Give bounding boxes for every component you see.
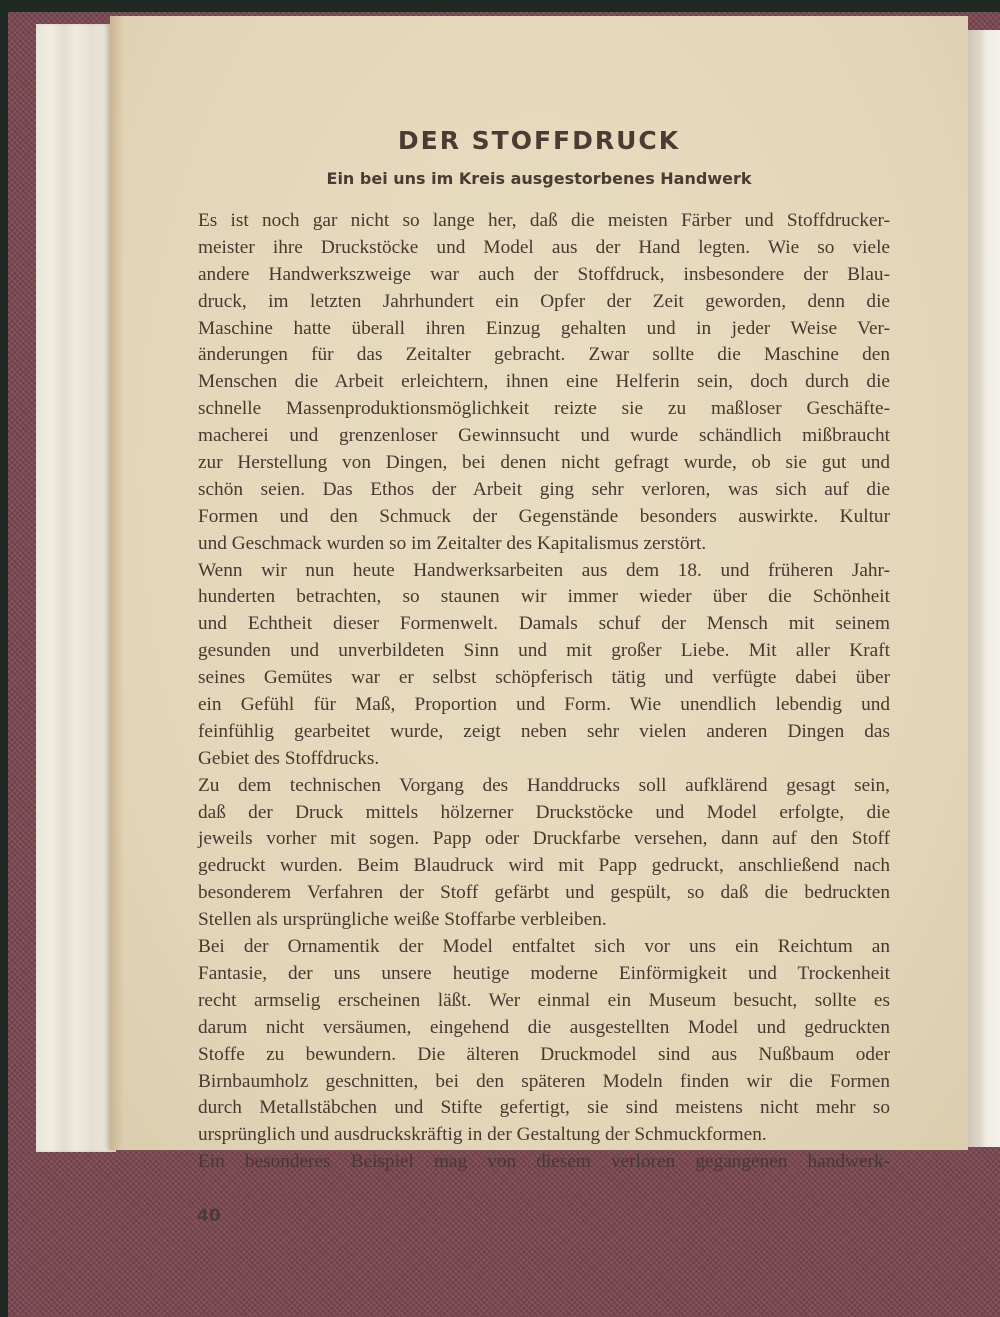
text-line: Fantasie, der uns unsere heutige moderne Einförmigkeit und Trockenheit [198, 962, 890, 984]
text-line: und Echtheit dieser Formenwelt. Damals schuf der Mensch mit seinem [198, 613, 890, 635]
text-line: Zu dem technischen Vorgang des Handdrucks soll aufklärend gesagt sein, [198, 774, 890, 796]
text-line: Stoffe zu bewundern. Die älteren Druckmodel sind aus Nußbaum oder [198, 1043, 890, 1065]
book-page [110, 16, 968, 1226]
text-line: Formen und den Schmuck der Gegenstände besonders auswirkte. Kultur [198, 505, 890, 527]
text-line: feinfühlig gearbeitet wurde, zeigt neben sehr vielen anderen Dingen das [198, 720, 890, 742]
text-line: ursprünglich und ausdruckskräftig in der Gestaltung der Schmuckformen. [198, 1124, 767, 1146]
text-line: druck, im letzten Jahrhundert ein Opfer der Zeit geworden, denn die [198, 290, 890, 312]
text-line: hunderten betrachten, so staunen wir immer wieder über die Schönheit [198, 586, 890, 608]
text-line: und Geschmack wurden so im Zeitalter des Kapitalismus zerstört. [198, 532, 707, 554]
text-line: Maschine hatte überall ihren Einzug gehalten und in jeder Weise Ver- [198, 317, 890, 339]
text-line: gesunden und unverbildeten Sinn und mit großer Liebe. Mit aller Kraft [198, 640, 890, 662]
text-line: Wenn wir nun heute Handwerksarbeiten aus dem 18. und früheren Jahr- [198, 559, 890, 581]
text-line: zur Herstellung von Dingen, bei denen nicht gefragt wurde, ob sie gut und [198, 452, 890, 474]
text-line: schön seien. Das Ethos der Arbeit ging sehr verloren, was sich auf die [198, 478, 890, 500]
right-page-edges [966, 30, 1000, 1147]
text-line: Gebiet des Stoffdrucks. [198, 747, 380, 769]
text-line: andere Handwerkszweige war auch der Stoffdruck, insbesondere der Blau- [198, 263, 890, 285]
text-line: daß der Druck mittels hölzerner Druckstöcke und Model erfolgte, die [198, 801, 890, 823]
text-line: Birnbaumholz geschnitten, bei den späteren Modeln finden wir die Formen [198, 1070, 890, 1092]
page-title: DER STOFFDRUCK [397, 126, 681, 155]
text-line: Bei der Ornamentik der Model entfaltet sich vor uns ein Reichtum an [198, 936, 890, 958]
text-line: gedruckt wurden. Beim Blaudruck wird mit Papp gedruckt, anschließend nach [198, 855, 890, 877]
text-line: schnelle Massenproduktionsmöglichkeit reizte sie zu maßloser Geschäfte- [198, 398, 890, 420]
text-line: durch Metallstäbchen und Stifte gefertigt, sie sind meistens nicht mehr so [198, 1097, 890, 1119]
page-number: 40 [197, 1206, 221, 1226]
text-line: Menschen die Arbeit erleichtern, ihnen eine Helferin sein, doch durch die [198, 371, 890, 393]
text-line: meister ihre Druckstöcke und Model aus der Hand legten. Wie so viele [198, 236, 890, 258]
page-subtitle: Ein bei uns im Kreis ausgestorbenes Handwerk [326, 169, 752, 188]
body-text [198, 208, 890, 1176]
text-line: jeweils vorher mit sogen. Papp oder Druckfarbe versehen, dann auf den Stoff [198, 828, 890, 850]
text-line: ein Gefühl für Maß, Proportion und Form. Wie unendlich lebendig und [198, 694, 890, 716]
left-page-stack [36, 24, 116, 1152]
text-line: Stellen als ursprüngliche weiße Stoffarbe verbleiben. [198, 909, 607, 931]
text-line: darum nicht versäumen, eingehend die ausgestellten Model und gedruckten [198, 1016, 890, 1038]
text-line: änderungen für das Zeitalter gebracht. Zwar sollte die Maschine den [198, 344, 890, 366]
text-line: besonderem Verfahren der Stoff gefärbt und gespült, so daß die bedruckten [198, 882, 890, 904]
text-line: recht armselig erscheinen läßt. Wer einmal ein Museum besucht, sollte es [198, 989, 890, 1011]
text-line: macherei und grenzenloser Gewinnsucht und wurde schändlich mißbraucht [198, 425, 890, 447]
text-line: Es ist noch gar nicht so lange her, daß die meisten Färber und Stoffdrucker- [198, 210, 890, 231]
text-line: Ein besonderes Beispiel mag von diesem verloren gegangenen handwerk- [198, 1151, 890, 1173]
text-line: seines Gemütes war er selbst schöpferisch tätig und verfügte dabei über [198, 667, 890, 689]
